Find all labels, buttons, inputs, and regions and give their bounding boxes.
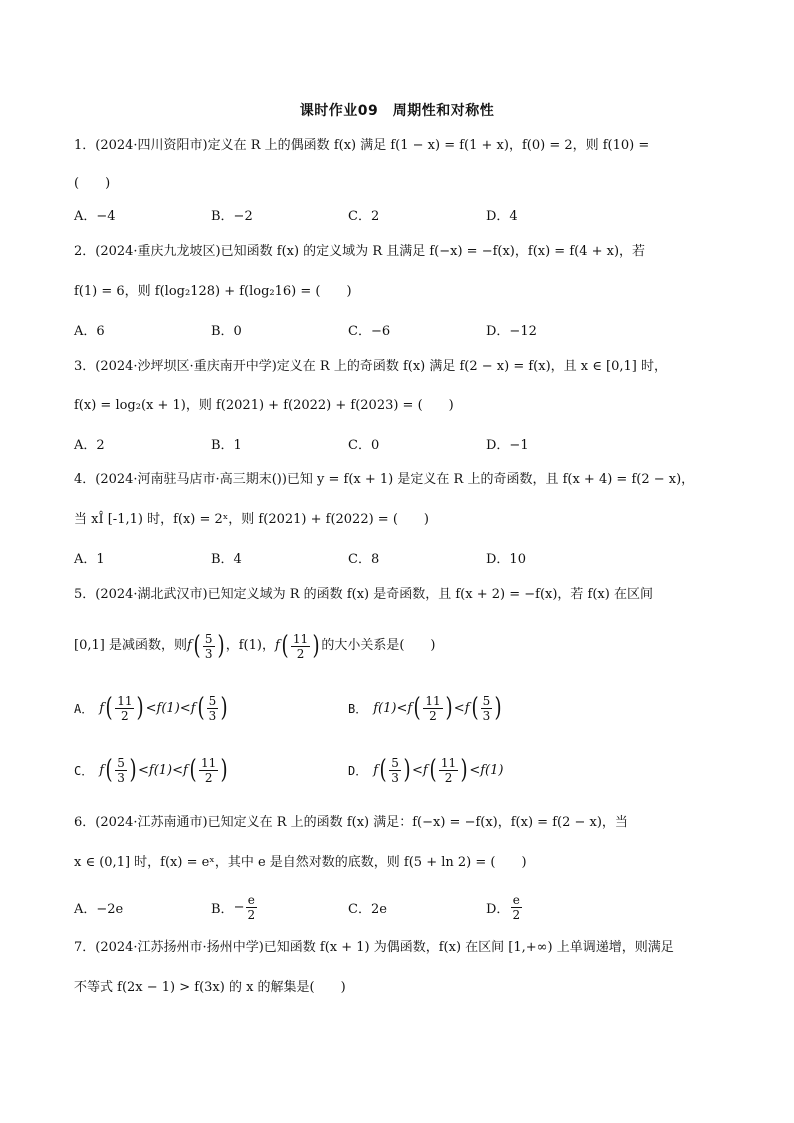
q6-option-d-label: D． <box>486 901 510 917</box>
q2-option-a[interactable]: A．6 <box>74 323 105 339</box>
q6-stem: 6．(2024·江苏南通市)已知定义在 R 上的函数 f(x) 满足：f(−x) = −f(x)，f(x) = f(2 − x)，当 <box>74 815 628 830</box>
q5-stem: 5．(2024·湖北武汉市)已知定义域为 R 的函数 f(x) 是奇函数，且 f(x + 2) = −f(x)，若 f(x) 在区间 <box>74 587 653 602</box>
q5-option-b-label: B． <box>348 701 368 716</box>
q2-option-d[interactable]: D．−12 <box>486 323 537 339</box>
q5-c-lp: ( <box>105 755 113 785</box>
q4-option-b[interactable]: B．4 <box>211 551 242 567</box>
q5-b-lt2: < <box>453 700 465 716</box>
q5-a-lt: < <box>145 700 157 716</box>
q5-f-2: f <box>274 638 280 653</box>
q5-d-lp: ( <box>379 755 387 785</box>
q5-a-frac1: $\frac{11}{2}$ <box>117 693 133 723</box>
q5-c-lt2: < <box>172 762 184 778</box>
q6-option-b[interactable] <box>211 887 258 927</box>
q5-stem-2 <box>74 626 734 666</box>
q5-c-frac1: $\frac{5}{3}$ <box>117 755 125 785</box>
q5-option-d-label: D． <box>348 763 368 778</box>
q4-stem-2: 当 xÎ [-1,1) 时，f(x) = 2ˣ，则 f(2021) + f(2022) = ( ) <box>74 512 429 527</box>
q5-option-d[interactable] <box>348 750 503 790</box>
q5-paren-close: ) <box>217 631 225 661</box>
q5-d-rp: ) <box>403 755 411 785</box>
q5-d-frac2: $\frac{11}{2}$ <box>440 755 457 785</box>
q5-a-lt2: < <box>179 700 191 716</box>
q5-c-f1: f(1) <box>148 762 173 778</box>
q5-d-f: f <box>373 762 379 778</box>
q5-b-f2: f <box>464 700 470 716</box>
q5-d-rp2: ) <box>460 755 468 785</box>
q3-option-b[interactable]: B．1 <box>211 437 242 453</box>
q5-b-f1: f(1) <box>373 700 397 716</box>
q5-b-lp: ( <box>413 693 421 723</box>
q3-stem-2: f(x) = log₂(x + 1)，则 f(2021) + f(2022) + f(2023) = ( ) <box>74 398 454 413</box>
q3-option-a[interactable]: A．2 <box>74 437 105 453</box>
q5-b-rp: ) <box>445 693 453 723</box>
q5-a-f1: f(1) <box>156 700 180 716</box>
q5-option-c-label: C． <box>74 763 94 778</box>
q5-c-frac2: $\frac{11}{2}$ <box>201 755 217 785</box>
q6-option-b-label: B． <box>211 901 234 917</box>
q6-option-b-sign: − <box>233 899 245 915</box>
q5-a-lp: ( <box>105 693 113 723</box>
q7-stem: 7．(2024·江苏扬州市·扬州中学)已知函数 f(x + 1) 为偶函数，f(x) 在区间 [1,+∞) 上单调递增，则满足 <box>74 940 674 955</box>
q1-option-d[interactable]: D．4 <box>486 208 518 224</box>
q5-a-rp2: ) <box>220 693 228 723</box>
q6-options <box>74 887 734 927</box>
q5-paren-open: ( <box>193 631 201 661</box>
q4-stem: 4．(2024·河南驻马店市·高三期末())已知 y = f(x + 1) 是定义在 R 上的奇函数，且 f(x + 4) = f(2 − x)， <box>74 472 695 487</box>
q5-a-f: f <box>99 700 105 716</box>
q1-option-b[interactable]: B．−2 <box>211 208 253 224</box>
q5-d-f2: f <box>422 762 428 778</box>
q3-option-c[interactable]: C．0 <box>348 437 380 453</box>
q5-a-frac2: $\frac{5}{3}$ <box>208 693 217 723</box>
q3-option-d[interactable]: D．−1 <box>486 437 529 453</box>
q5-a-lp2: ( <box>197 693 205 723</box>
q6-option-c[interactable]: C．2e <box>348 901 387 917</box>
q5-c-f2: f <box>183 762 188 778</box>
q6-option-b-frac: $\frac{e}{2}$ <box>247 892 256 922</box>
q5-b-f: f <box>407 700 413 716</box>
q5-b-frac1: $\frac{11}{2}$ <box>425 693 441 723</box>
q5-d-f1: f(1) <box>480 762 504 778</box>
q6-option-d-frac: $\frac{e}{2}$ <box>512 892 521 922</box>
q5-paren-close-2: ) <box>312 631 320 661</box>
q5-options-row1 <box>74 688 734 728</box>
q5-c-rp: ) <box>129 755 137 785</box>
q4-options <box>74 537 734 577</box>
q2-options <box>74 309 734 349</box>
q4-option-a[interactable]: A．1 <box>74 551 105 567</box>
q5-d-lt2: < <box>469 762 481 778</box>
q5-c-rp2: ) <box>220 755 228 785</box>
q5-stem-2-mid: ，f(1)， <box>225 638 275 653</box>
q1-option-a[interactable]: A．−4 <box>74 208 116 224</box>
q5-d-frac1: $\frac{5}{3}$ <box>391 755 399 785</box>
q5-b-lt: < <box>396 700 408 716</box>
q5-c-lt: < <box>138 762 149 778</box>
q5-c-lp2: ( <box>189 755 197 785</box>
q5-frac-eleven-halves: $\frac{11}{2}$ <box>292 631 309 661</box>
q5-d-lt: < <box>412 762 423 778</box>
q3-options <box>74 423 734 463</box>
q2-option-b[interactable]: B．0 <box>211 323 242 339</box>
page-title: 课时作业09 周期性和对称性 <box>299 103 495 119</box>
q1-paren: ( ) <box>74 176 111 191</box>
q5-b-lp2: ( <box>471 693 479 723</box>
q5-c-f: f <box>99 762 105 778</box>
q2-stem: 2．(2024·重庆九龙坡区)已知函数 f(x) 的定义域为 R 且满足 f(−x) = −f(x)，f(x) = f(4 + x)，若 <box>74 244 646 259</box>
q5-stem-2-pre: [0,1] 是减函数，则 <box>74 638 187 653</box>
q5-options-row2 <box>74 750 734 790</box>
q5-b-frac2: $\frac{5}{3}$ <box>482 693 491 723</box>
q5-b-rp2: ) <box>494 693 502 723</box>
q5-d-lp2: ( <box>429 755 437 785</box>
q5-f: f <box>186 638 192 653</box>
q5-a-f2: f <box>190 700 196 716</box>
q5-option-c[interactable] <box>74 750 229 790</box>
q5-option-a[interactable] <box>74 688 229 728</box>
q1-stem: 1．(2024·四川资阳市)定义在 R 上的偶函数 f(x) 满足 f(1 − x) = f(1 + x)，f(0) = 2，则 f(10) = <box>74 138 650 153</box>
q1-options <box>74 194 734 234</box>
q1-option-c[interactable]: C．2 <box>348 208 380 224</box>
q3-stem: 3．(2024·沙坪坝区·重庆南开中学)定义在 R 上的奇函数 f(x) 满足 f(2 − x) = f(x)，且 x ∈ [0,1] 时， <box>74 359 667 374</box>
q5-frac-five-thirds: $\frac{5}{3}$ <box>204 631 213 661</box>
q6-stem-2: x ∈ (0,1] 时，f(x) = eˣ，其中 e 是自然对数的底数，则 f(5 + ln 2) = ( ) <box>74 855 527 870</box>
q6-option-a[interactable]: A．−2e <box>74 901 124 917</box>
q5-stem-2-post: 的大小关系是( ) <box>321 638 436 653</box>
q4-option-d[interactable]: D．10 <box>486 551 526 567</box>
q5-option-b[interactable] <box>348 688 503 728</box>
q5-option-a-label: A． <box>74 701 94 716</box>
q6-option-d[interactable] <box>486 887 523 927</box>
q4-option-c[interactable]: C．8 <box>348 551 380 567</box>
q7-stem-2: 不等式 f(2x − 1) > f(3x) 的 x 的解集是( ) <box>74 980 346 995</box>
q5-a-rp: ) <box>137 693 145 723</box>
q2-option-c[interactable]: C．−6 <box>348 323 391 339</box>
q5-paren-open-2: ( <box>281 631 289 661</box>
q2-stem-2: f(1) = 6，则 f(log₂128) + f(log₂16) = ( ) <box>74 284 352 299</box>
